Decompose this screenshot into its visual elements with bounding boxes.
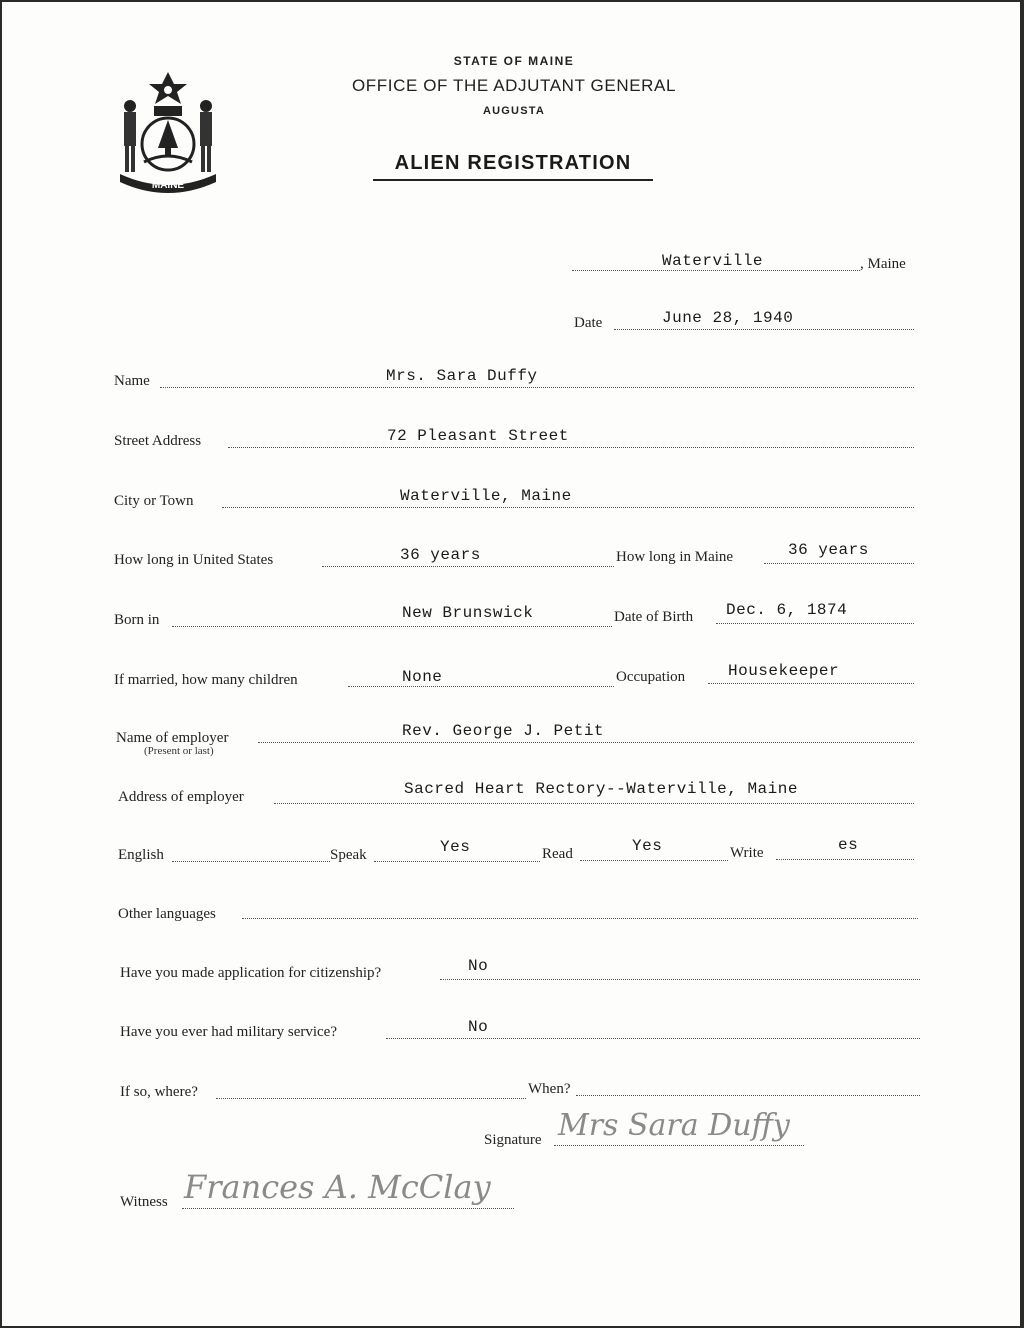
military-value: No (468, 1018, 489, 1036)
read-label: Read (542, 846, 573, 862)
when-label: When? (528, 1081, 571, 1097)
street-line (228, 447, 914, 448)
employer-label: Name of employer (116, 730, 229, 746)
place-line (572, 270, 860, 271)
registration-form (2, 2, 1020, 1326)
born-value: New Brunswick (402, 604, 534, 622)
maine-years-label: How long in Maine (616, 549, 734, 565)
dob-value: Dec. 6, 1874 (726, 601, 848, 619)
employer-line (258, 742, 914, 743)
date-value: June 28, 1940 (662, 309, 794, 327)
employer-value: Rev. George J. Petit (402, 722, 605, 740)
signature-value: Mrs Sara Duffy (558, 1108, 790, 1143)
witness-value: Frances A. McClay (184, 1168, 491, 1206)
svg-text:MAINE: MAINE (151, 180, 185, 191)
us-years-line (322, 566, 614, 567)
name-value: Mrs. Sara Duffy (386, 367, 538, 385)
street-label: Street Address (114, 433, 202, 449)
where-line (216, 1098, 526, 1099)
children-line (348, 686, 614, 687)
write-label: Write (730, 845, 764, 861)
occupation-value: Housekeeper (728, 662, 840, 680)
children-value: None (402, 668, 443, 686)
other-languages-line (242, 918, 918, 919)
speak-label: Speak (330, 847, 367, 863)
english-label: English (118, 847, 164, 863)
write-value: es (838, 836, 859, 854)
date-label: Date (574, 315, 603, 331)
signature-label: Signature (484, 1132, 542, 1148)
occupation-line (708, 683, 914, 684)
english-line (172, 861, 330, 862)
city-line (222, 507, 914, 508)
other-languages-label: Other languages (118, 906, 216, 922)
name-line (160, 387, 914, 388)
born-label: Born in (114, 612, 160, 628)
witness-line (182, 1208, 514, 1209)
city-heading: AUGUSTA (483, 105, 545, 117)
street-value: 72 Pleasant Street (387, 427, 569, 445)
speak-value: Yes (440, 838, 471, 856)
when-line (576, 1095, 920, 1096)
employer-address-line (274, 803, 914, 804)
form-title: ALIEN REGISTRATION (373, 152, 653, 181)
speak-line (374, 861, 540, 862)
employer-address-label: Address of employer (118, 789, 244, 805)
maine-years-line (764, 563, 914, 564)
name-label: Name (114, 373, 150, 389)
office-heading: OFFICE OF THE ADJUTANT GENERAL (351, 76, 677, 95)
state-heading: STATE OF MAINE (453, 54, 575, 68)
employer-address-value: Sacred Heart Rectory--Waterville, Maine (404, 780, 798, 798)
children-label: If married, how many children (114, 672, 298, 688)
date-line (614, 329, 914, 330)
write-line (776, 859, 914, 860)
us-years-label: How long in United States (114, 552, 274, 568)
place-suffix: , Maine (860, 256, 906, 272)
city-label: City or Town (114, 493, 194, 509)
maine-years-value: 36 years (788, 541, 869, 559)
signature-line (554, 1145, 804, 1146)
where-label: If so, where? (120, 1084, 198, 1100)
born-line (172, 626, 612, 627)
city-value: Waterville, Maine (400, 487, 572, 505)
citizenship-line (440, 979, 920, 980)
dob-label: Date of Birth (614, 609, 694, 625)
military-label: Have you ever had military service? (120, 1024, 337, 1040)
citizenship-label: Have you made application for citizenship? (120, 965, 382, 981)
citizenship-value: No (468, 957, 489, 975)
read-line (580, 860, 728, 861)
employer-sublabel: (Present or last) (144, 745, 214, 757)
military-line (386, 1038, 920, 1039)
dob-line (716, 623, 914, 624)
witness-label: Witness (120, 1194, 168, 1210)
place-value: Waterville (662, 252, 764, 270)
us-years-value: 36 years (400, 546, 481, 564)
occupation-label: Occupation (616, 669, 686, 685)
read-value: Yes (632, 837, 663, 855)
